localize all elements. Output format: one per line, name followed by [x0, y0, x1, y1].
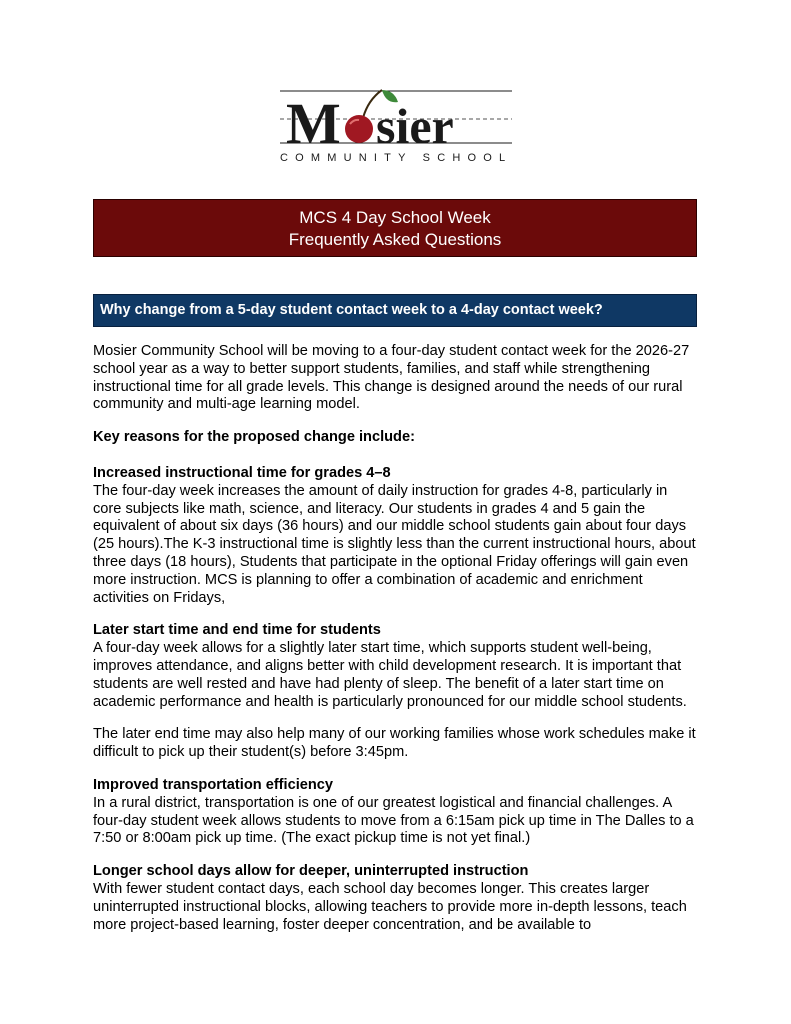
logo-subtitle: COMMUNITY SCHOOL — [280, 152, 513, 162]
section-paragraph: A four-day week allows for a slightly later start time, which supports student well-being, improves attendance, and aligns better with child development research. It is important that students are well rested and have had plenty of sleep. The benefit of a later start time on academic performance and health is particularly pronounced for our middle school students. — [93, 640, 687, 710]
school-logo — [270, 82, 520, 162]
section-transportation — [93, 777, 699, 848]
faq-title-line-2: Frequently Asked Questions — [288, 230, 502, 249]
section-paragraph: The later end time may also help many of our working families whose work schedules make it difficult to pick up their student(s) before 3:45pm. — [93, 726, 696, 761]
section-later-start — [93, 622, 699, 762]
section-paragraph: With fewer student contact days, each school day becomes longer. This creates larger uninterrupted instructional blocks, allowing teachers to provide more in-depth lessons, teach more project-based learning, foster deeper concentration, and be available to — [93, 880, 687, 933]
answer-body — [93, 343, 699, 949]
question-banner: Why change from a 5-day student contact week to a 4-day contact week? — [93, 294, 697, 327]
logo-wordmark-m: M — [286, 91, 341, 156]
section-paragraph: In a rural district, transportation is one of our greatest logistical and financial challenges. A four-day student week allows students to move from a 6:15am pick up time in The Dalles to a 7:50 or 8:00am pick up time. (The exact pickup time is not yet final.) — [93, 794, 694, 847]
section-heading: Later start time and end time for students — [93, 622, 381, 639]
section-longer-days — [93, 863, 699, 934]
section-heading: Improved transportation efficiency — [93, 776, 334, 793]
section-heading: Longer school days allow for deeper, uninterrupted instruction — [93, 863, 529, 880]
intro-paragraph: Mosier Community School will be moving to a four-day student contact week for the 2026-27 school year as a way to better support students, families, and staff while strengthening instructional time for all grade levels. This change is designed around the needs of our rural community and multi-age learning model. — [93, 343, 690, 413]
section-instructional-time — [93, 465, 699, 607]
logo-wordmark-rest: sier — [376, 98, 454, 154]
faq-title-line-1: MCS 4 Day School Week — [299, 208, 491, 227]
section-heading: Increased instructional time for grades 4–8 — [93, 464, 391, 481]
faq-title-banner — [93, 199, 697, 257]
section-paragraph: The four-day week increases the amount of daily instruction for grades 4-8, particularly in core subjects like math, science, and literacy. Our students in grades 4 and 5 gain the equivalent of about six days (36 hours) and our middle school students gain about four days (25 hours).The K-3 instructional time is slightly less than the current instructional hours, about three days (18 hours), Students that participate in the optional Friday offerings will gain even more instruction. MCS is planning to offer a combination of academic and enrichment activities on Fridays, — [93, 482, 696, 606]
key-reasons-heading: Key reasons for the proposed change include: — [93, 429, 415, 446]
